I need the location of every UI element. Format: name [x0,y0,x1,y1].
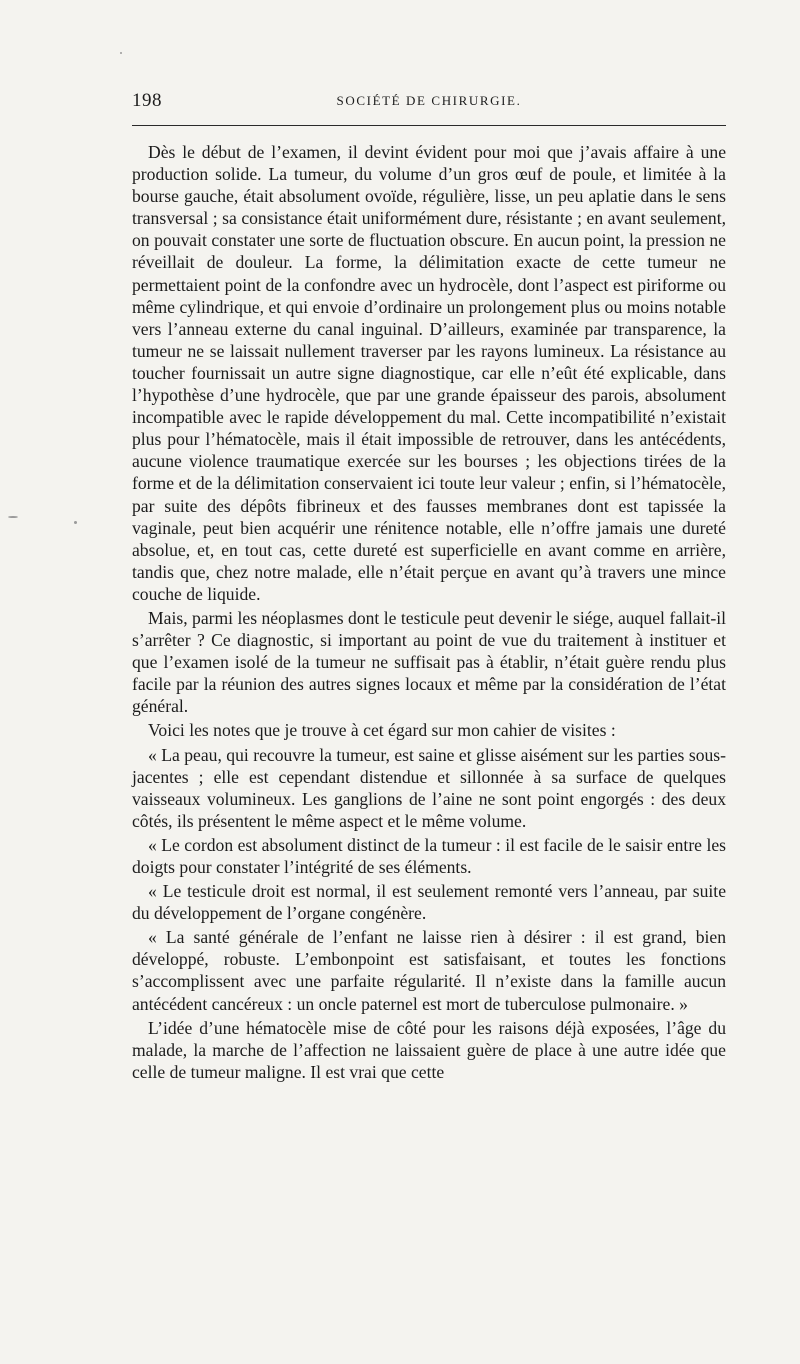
paragraph-neoplasms: Mais, parmi les néoplasmes dont le testicule peut devenir le siége, auquel fallait-il s’arrêter ? Ce diagnostic, si important au point de vue du traitement à instituer et que l’examen isolé de la tumeur ne suffisait pas à établir, n’était guère rendu plus facile par la réunion des autres signes locaux et même par la considération de l’état général. [132,607,726,717]
body-text [132,141,726,1083]
scan-speck [120,52,122,54]
paragraph-quote-skin: « La peau, qui recouvre la tumeur, est saine et glisse aisément sur les parties sous-jacentes ; elle est cependant distendue et sillonnée à sa surface de quelques vaisseaux volumineux. Les ganglions de l’aine ne sont point engorgés : des deux côtés, ils présentent le même aspect et le même volume. [132,744,726,831]
scan-speck [74,521,77,524]
running-head [132,90,726,116]
scan-speck [8,516,18,518]
paragraph-notes-intro: Voici les notes que je trouve à cet égard sur mon cahier de visites : [148,720,616,741]
paragraph-malignant-tumour: L’idée d’une hématocèle mise de côté pour les raisons déjà exposées, l’âge du malade, la marche de l’affection ne laissaient guère de place à une autre idée que celle de tumeur maligne. Il est vrai que cette [132,1017,726,1082]
running-title: SOCIÉTÉ DE CHIRURGIE. [336,93,522,108]
paragraph-examination: Dès le début de l’examen, il devint évident pour moi que j’avais affaire à une production solide. La tumeur, du volume d’un gros œuf de poule, et limitée à la bourse gauche, était absolument ovoïde, régulière, lisse, un peu aplatie dans le sens transversal ; sa consistance était uniformément dure, résistante ; en avant seulement, on pouvait constater une sorte de fluctuation obscure. En aucun point, la pression ne réveillait de douleur. La forme, la délimitation exacte de cette tumeur ne permettaient point de la confondre avec un hydrocèle, dont l’aspect est piriforme ou même cylindrique, et qui envoie d’ordinaire un prolongement plus ou moins notable vers l’anneau externe du canal inguinal. D’ailleurs, examinée par transparence, la tumeur ne se laissait nullement traverser par les rayons lumineux. La résistance au toucher fournissait un autre signe diagnostique, car elle n’eût été explicable, dans l’hypothèse d’une hydrocèle, que par une grande épaisseur des parois, absolument incompatible avec le rapide développement du mal. Cette incompatibilité n’existait plus pour l’hématocèle, mais il était impossible de retrouver, dans les antécédents, aucune violence traumatique exercée sur les bourses ; les objections tirées de la forme et de la délimitation conservaient ici toute leur valeur ; enfin, si l’hématocèle, par suite des dépôts fibrineux et des fausses membranes dont est tapissée la vaginale, peut bien acquérir une rénitence notable, elle n’offre jamais une dureté absolue, et, en tout cas, cette dureté est superficielle en avant comme en arrière, tandis que, chez notre malade, elle n’était perçue en avant qu’à travers une mince couche de liquide. [132,142,726,604]
header-rule [132,125,726,126]
page-number: 198 [132,90,162,111]
paragraph-quote-general-health: « La santé générale de l’enfant ne laisse rien à désirer : il est grand, bien développé, robuste. L’embonpoint est satisfaisant, et toutes les fonctions s’accomplissent avec une parfaite régularité. Il n’existe dans la famille aucun antécédent cancéreux : un oncle paternel est mort de tuberculose pulmonaire. » [132,927,726,1014]
paragraph-quote-cord: « Le cordon est absolument distinct de la tumeur : il est facile de le saisir entre les doigts pour constater l’intégrité de ses éléments. [132,834,726,877]
paragraph-quote-right-testicle: « Le testicule droit est normal, il est seulement remonté vers l’anneau, par suite du développement de l’organe congénère. [132,881,726,924]
